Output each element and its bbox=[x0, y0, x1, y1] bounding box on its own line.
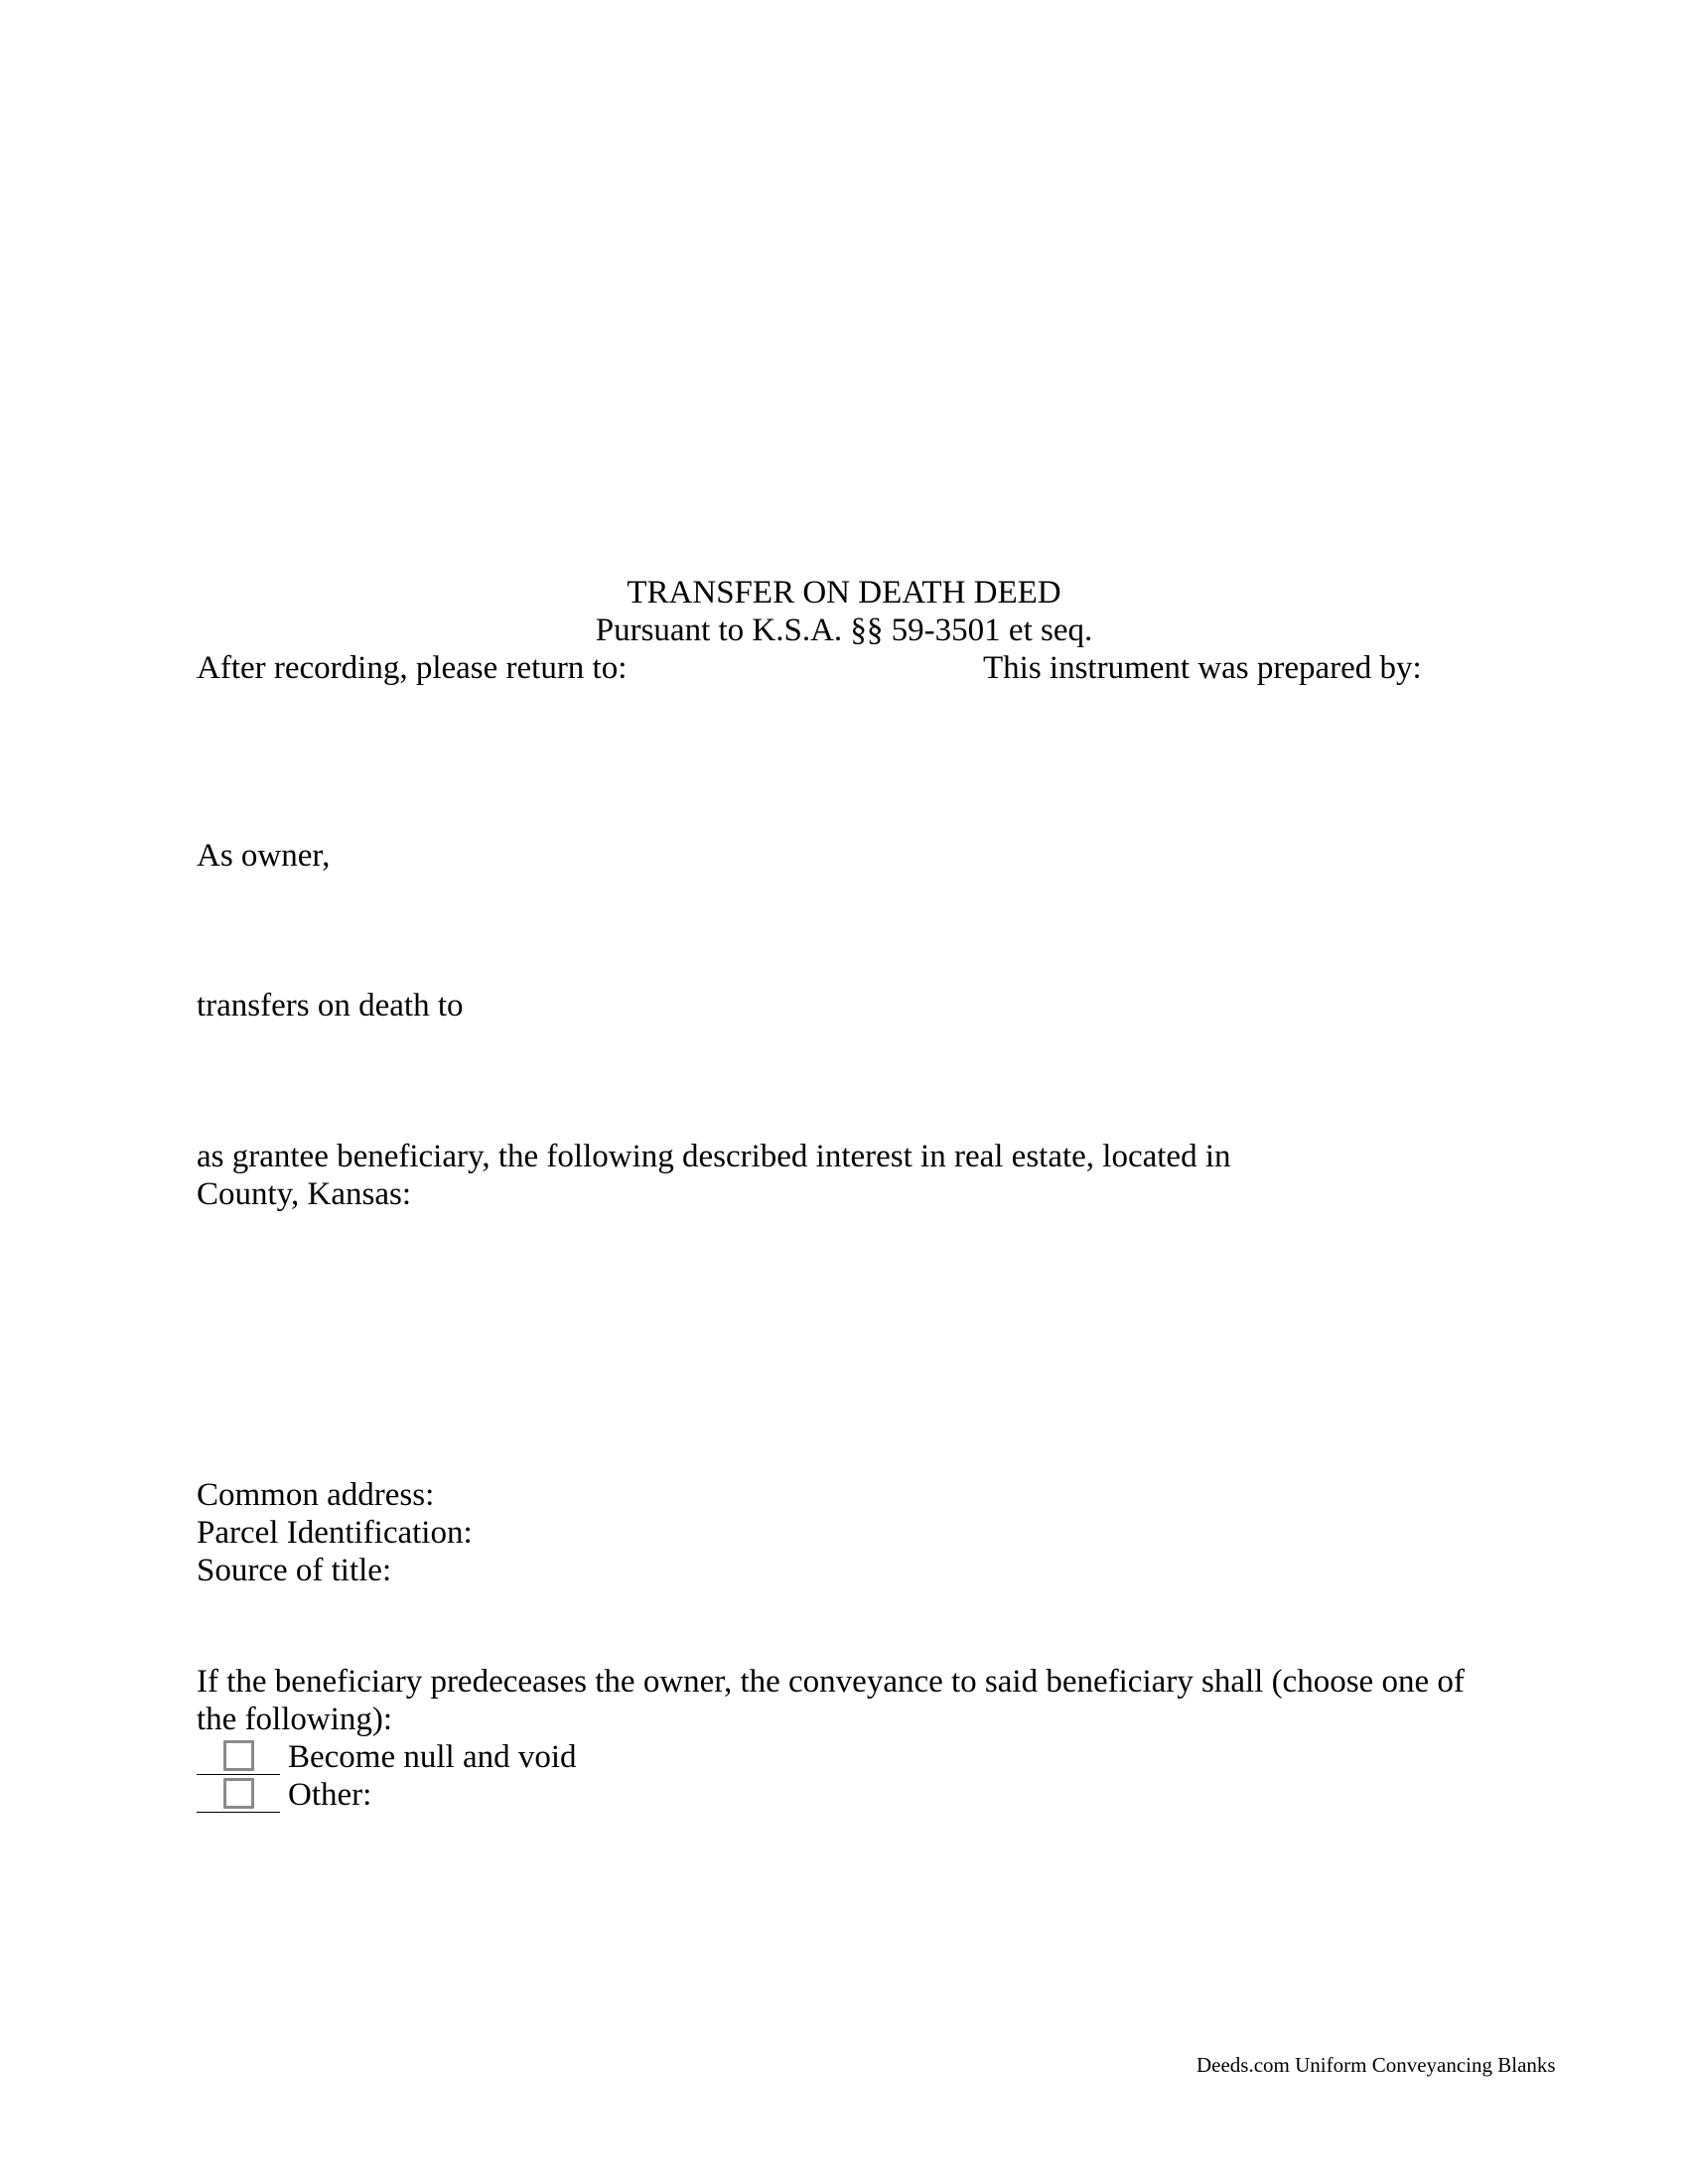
option-label: Other: bbox=[288, 1777, 372, 1813]
blank-line bbox=[197, 1812, 280, 1813]
footer-text: Deeds.com Uniform Conveyancing Blanks bbox=[1196, 2053, 1556, 2077]
blank-line bbox=[197, 1774, 280, 1775]
transfers-label: transfers on death to bbox=[197, 988, 464, 1024]
owner-label: As owner, bbox=[197, 838, 331, 874]
source-of-title-label: Source of title: bbox=[197, 1553, 392, 1588]
return-to-label: After recording, please return to: bbox=[197, 650, 628, 686]
parcel-identification-label: Parcel Identification: bbox=[197, 1515, 473, 1551]
predecease-line-2: the following): bbox=[197, 1702, 393, 1737]
checkbox[interactable] bbox=[223, 1740, 254, 1771]
grantee-line-1: as grantee beneficiary, the following described interest in real estate, located in bbox=[197, 1139, 1231, 1174]
checkbox[interactable] bbox=[223, 1778, 254, 1809]
grantee-line-2: County, Kansas: bbox=[197, 1176, 412, 1212]
document-subtitle: Pursuant to K.S.A. §§ 59-3501 et seq. bbox=[595, 613, 1093, 648]
document-title: TRANSFER ON DEATH DEED bbox=[627, 575, 1061, 611]
prepared-by-label: This instrument was prepared by: bbox=[983, 650, 1422, 686]
predecease-line-1: If the beneficiary predeceases the owner, the conveyance to said beneficiary shall (choose one of bbox=[197, 1664, 1465, 1700]
option-label: Become null and void bbox=[288, 1739, 577, 1775]
common-address-label: Common address: bbox=[197, 1477, 435, 1513]
